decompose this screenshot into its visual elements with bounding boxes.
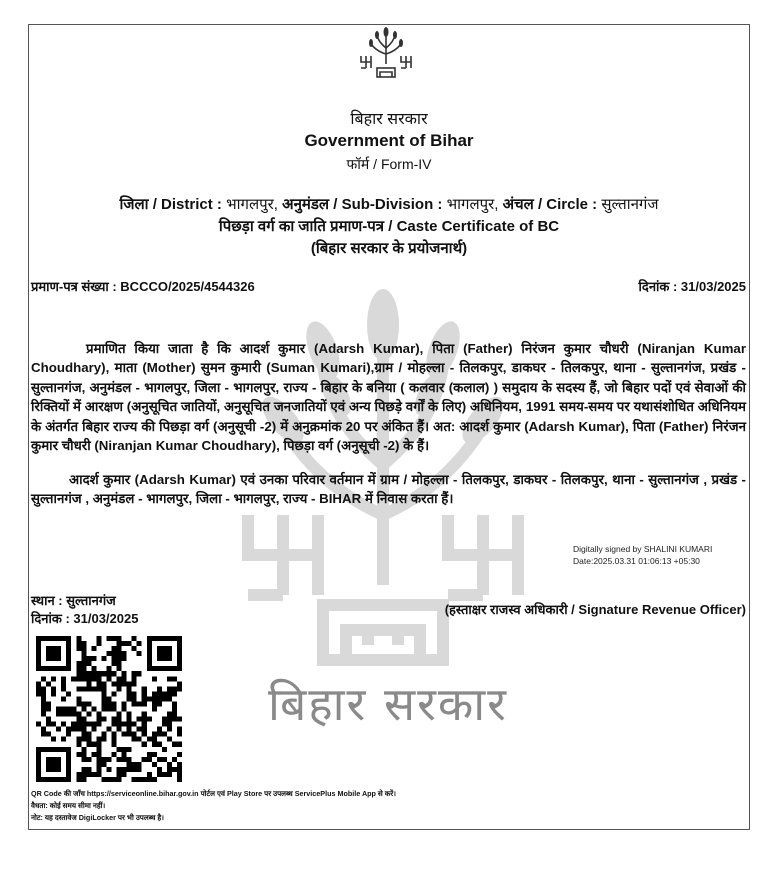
header-title-english: Government of Bihar (304, 131, 474, 150)
header-title-hindi: बिहार सरकार (350, 111, 428, 128)
certificate-purpose: (बिहार सरकार के प्रयोजनार्थ) (310, 240, 468, 257)
digital-signature (573, 543, 712, 567)
certification-paragraph: प्रमाणित किया जाता है कि आदर्श कुमार (Adarsh Kumar), पिता (Father) निरंजन कुमार चौधरी (Niranjan Kumar Choudhary), माता (Mother) सुमन कुमारी (Suman Kumari),ग्राम / मोहल्ला - तिलकपुर, डाकघर - तिलकपुर, थाना - सुल्तानगंज, प्रखंड - सुल्तानगंज, अनुमंडल - भागलपुर, जिला - भागलपुर, राज्य - बिहार के बनिया ( कलवार (कलाल) ) समुदाय के सदस्य हैं, जो बिहार पदों एवं सेवाओं की रिक्तियों में आरक्षण (अनुसूचित जातियों, अनुसूचित जनजातियों एवं अन्य पिछड़े वर्गों के लिए) अधिनियम, 1991 समय-समय पर यथासंशोधित अधिनियम के अंतर्गत बिहार राज्य की पिछड़ा वर्ग (अनुसूची -2) में अनुक्रमांक 20 पर अंकित हैं। अत: आदर्श कुमार (Adarsh Kumar), पिता (Father) निरंजन कुमार चौधरी (Niranjan Kumar Choudhary), पिछड़ा वर्ग (अनुसूची -2) के हैं। (31, 341, 746, 454)
form-number: फॉर्म / Form-IV (346, 156, 432, 172)
footer-qr-verification: QR Code की जाँच https://serviceonline.bihar.gov.in पोर्टल एवं Play Store पर उपलब्ध ServicePlus Mobile App से करें। (31, 789, 396, 798)
signature-date: दिनांक : 31/03/2025 (31, 611, 139, 626)
district-value: भागलपुर, (226, 196, 278, 213)
circle-label: अंचल / Circle : (502, 196, 598, 213)
digital-signature-signer: Digitally signed by SHALINI KUMARI (573, 544, 713, 554)
subdivision-value: भागलपुर, (446, 196, 499, 213)
watermark-text: बिहार सरकार (268, 677, 508, 731)
issue-date: दिनांक : 31/03/2025 (638, 279, 746, 294)
subdivision-label: अनुमंडल / Sub-Division : (282, 196, 443, 213)
certificate-number: प्रमाण-पत्र संख्या : BCCCO/2025/4544326 (31, 279, 255, 294)
certificate-title: पिछड़ा वर्ग का जाति प्रमाण-पत्र / Caste Certificate of BC (218, 218, 560, 235)
circle-value: सुल्तानगंज (601, 196, 659, 213)
footer-digilocker-note: नोट: यह दस्तावेज DigiLocker पर भी उपलब्ध है। (31, 813, 164, 822)
officer-signature-label: (हस्ताक्षर राजस्व अधिकारी / Signature Revenue Officer) (444, 602, 746, 617)
district-label: जिला / District : (119, 196, 222, 213)
bihar-emblem-logo (355, 26, 417, 82)
place-of-issue: स्थान : सुल्तानगंज (31, 593, 116, 608)
residence-paragraph: आदर्श कुमार (Adarsh Kumar) एवं उनका परिवार वर्तमान में ग्राम / मोहल्ला - तिलकपुर, डाकघर - तिलकपुर, थाना - सुल्तानगंज , प्रखंड - सुल्तानगंज , अनुमंडल - भागलपुर, जिला - भागलपुर, राज्य - BIHAR में निवास करता हैं। (31, 472, 746, 507)
qr-code (36, 636, 182, 782)
footer-validity: वैधता: कोई समय सीमा नहीं। (31, 801, 106, 810)
digital-signature-date: Date:2025.03.31 01:06:13 +05:30 (573, 556, 700, 566)
jurisdiction-line (28, 194, 750, 214)
